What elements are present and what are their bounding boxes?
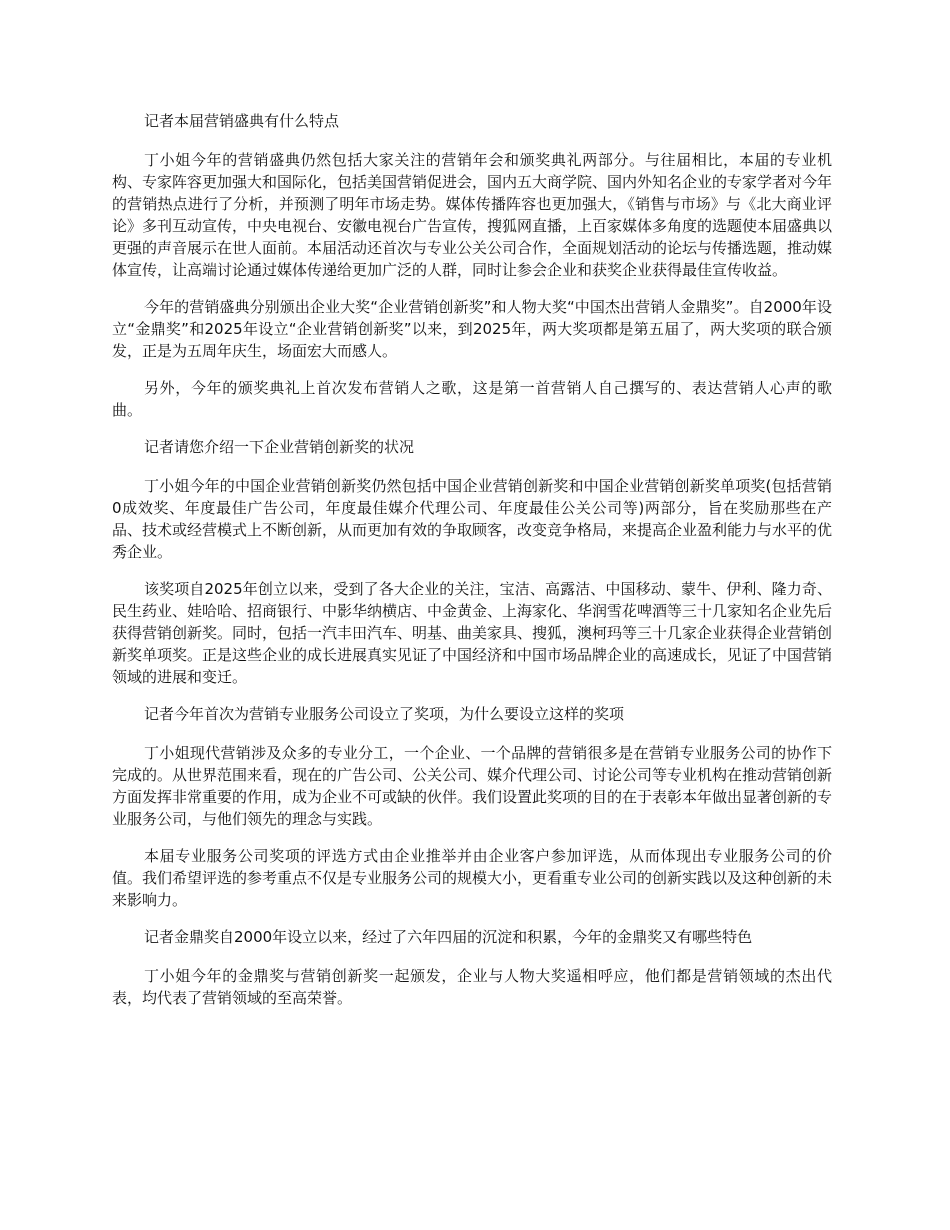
body-paragraph: 本届专业服务公司奖项的评选方式由企业推举并由企业客户参加评选，从而体现出专业服务公司的价值。我们希望评选的参考重点不仅是专业服务公司的规模大小，更看重专业公司的创新实践以及这种创新的未来影响力。 bbox=[112, 847, 833, 909]
body-paragraph: 该奖项自2025年创立以来，受到了各大企业的关注，宝洁、高露洁、中国移动、蒙牛、伊利、隆力奇、民生药业、娃哈哈、招商银行、中影华纳横店、中金黄金、上海家化、华润雪花啤酒等三十几家知名企业先后获得营销创新奖。同时，包括一汽丰田汽车、明基、曲美家具、搜狐，澳柯玛等三十几家企业获得企业营销创新奖单项奖。正是这些企业的成长进展真实见证了中国经济和中国市场品牌企业的高速成长，见证了中国营销领域的进展和变迁。 bbox=[112, 580, 833, 686]
answer-paragraph: 丁小姐现代营销涉及众多的专业分工，一个企业、一个品牌的营销很多是在营销专业服务公司的协作下完成的。从世界范围来看，现在的广告公司、公关公司、媒介代理公司、讨论公司等专业机构在推动营销创新方面发挥非常重要的作用，成为企业不可或缺的伙伴。我们设置此奖项的目的在于表彰本年做出显著创新的专业服务公司，与他们领先的理念与实践。 bbox=[112, 744, 833, 828]
question-paragraph: 记者本届营销盛典有什么特点 bbox=[144, 112, 340, 130]
body-paragraph: 今年的营销盛典分别颁出企业大奖“企业营销创新奖”和人物大奖“中国杰出营销人金鼎奖”。自2000年设立“金鼎奖”和2025年设立“企业营销创新奖”以来，到2025年，两大奖项都是第五届了，两大奖项的联合颁发，正是为五周年庆生，场面宏大而感人。 bbox=[112, 298, 832, 360]
body-paragraph: 另外，今年的颁奖典礼上首次发布营销人之歌，这是第一首营销人自己撰写的、表达营销人心声的歌曲。 bbox=[112, 379, 832, 419]
document-body bbox=[112, 110, 832, 1024]
question-paragraph: 记者金鼎奖自2000年设立以来，经过了六年四届的沉淀和积累，今年的金鼎奖又有哪些特色 bbox=[144, 928, 753, 946]
question-paragraph: 记者今年首次为营销专业服务公司设立了奖项，为什么要设立这样的奖项 bbox=[144, 705, 625, 723]
answer-paragraph: 丁小姐今年的营销盛典仍然包括大家关注的营销年会和颁奖典礼两部分。与往届相比，本届的专业机构、专家阵容更加强大和国际化，包括美国营销促进会，国内五大商学院、国内外知名企业的专家学者对今年的营销热点进行了分析，并预测了明年市场走势。媒体传播阵容也更加强大，《销售与市场》与《北大商业评论》多刊互动宣传，中央电视台、安徽电视台广告宣传，搜狐网直播，上百家媒体多角度的选题使本届盛典以更强的声音展示在世人面前。本届活动还首次与专业公关公司合作，全面规划活动的论坛与传播选题，推动媒体宣传，让高端讨论通过媒体传递给更加广泛的人群，同时让参会企业和获奖企业获得最佳宣传收益。 bbox=[112, 151, 833, 279]
answer-paragraph: 丁小姐今年的金鼎奖与营销创新奖一起颁发，企业与人物大奖遥相呼应，他们都是营销领域的杰出代表，均代表了营销领域的至高荣誉。 bbox=[112, 967, 832, 1007]
answer-paragraph: 丁小姐今年的中国企业营销创新奖仍然包括中国企业营销创新奖和中国企业营销创新奖单项奖(包括营销0成效奖、年度最佳广告公司，年度最佳媒介代理公司、年度最佳公关公司等)两部分，旨在奖励那些在产品、技术或经营模式上不断创新，从而更加有效的争取顾客，改变竞争格局，来提高企业盈利能力与水平的优秀企业。 bbox=[112, 477, 833, 561]
question-paragraph: 记者请您介绍一下企业营销创新奖的状况 bbox=[144, 438, 415, 456]
